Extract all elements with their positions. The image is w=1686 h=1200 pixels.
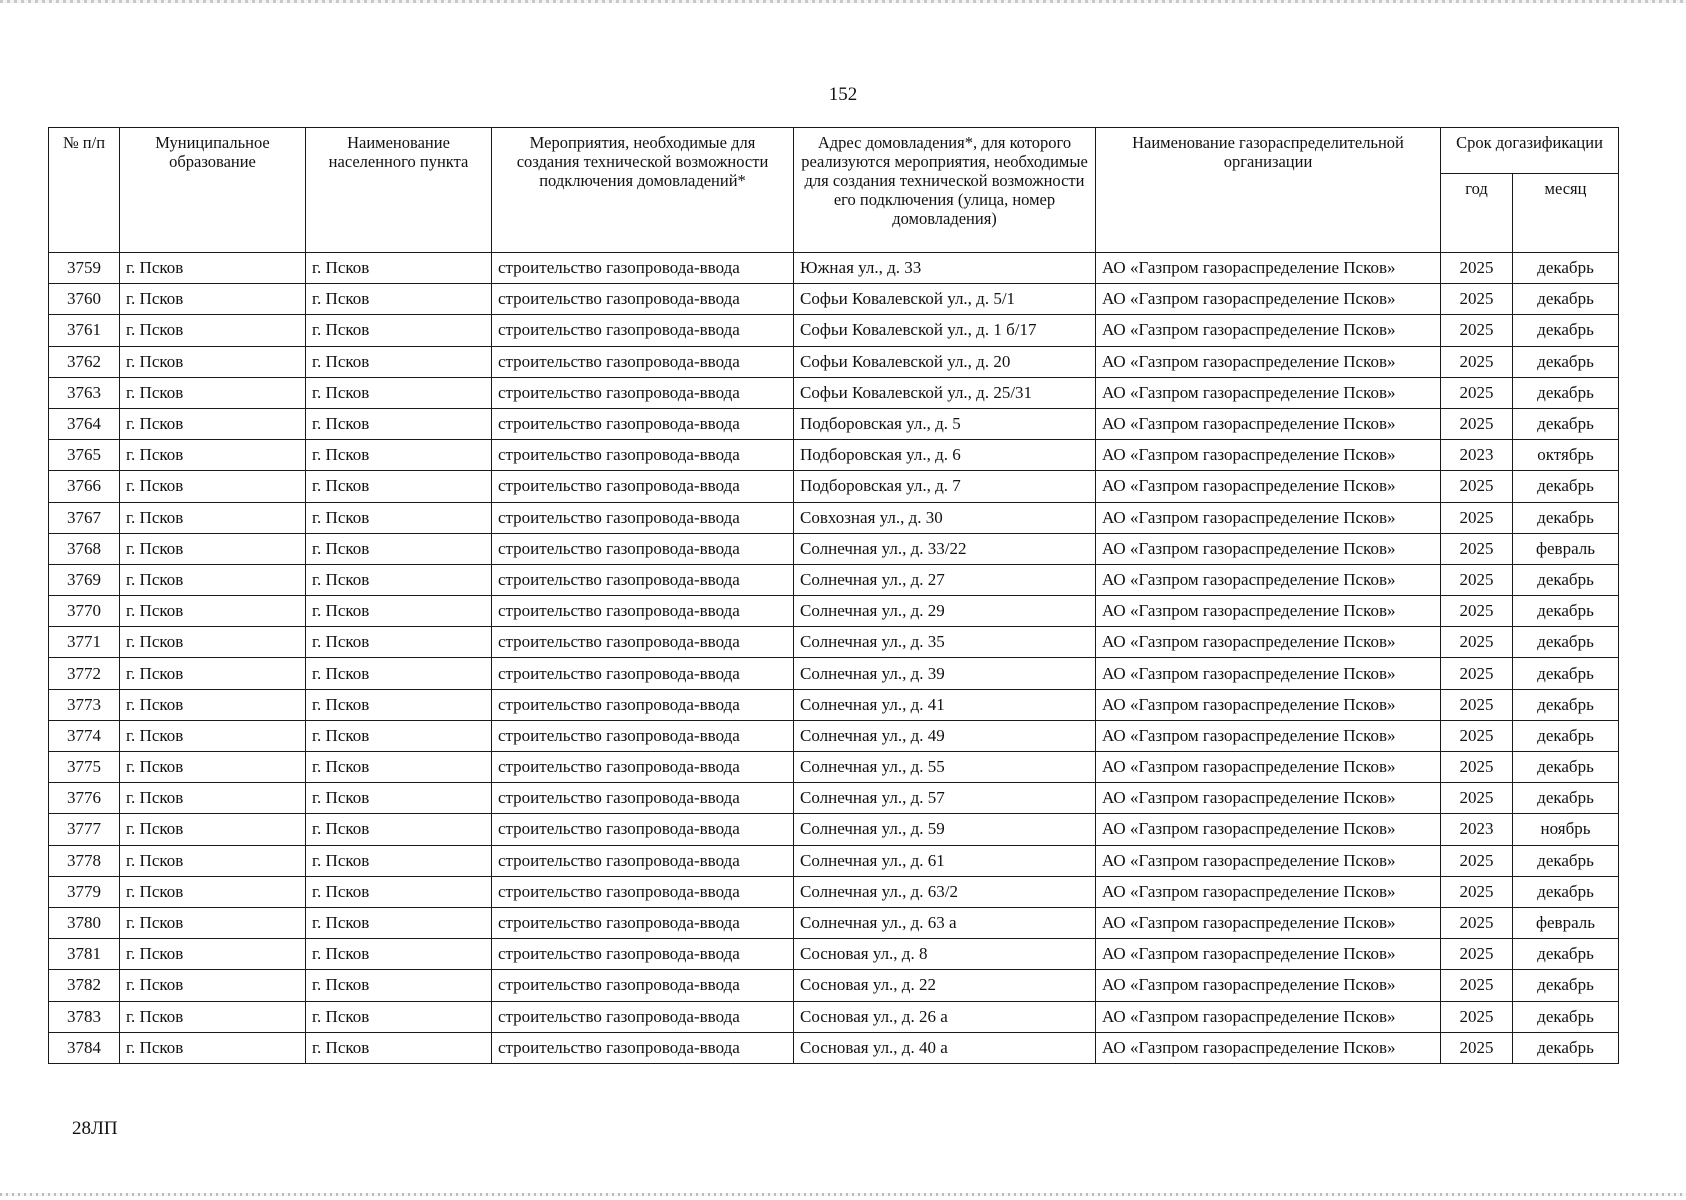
cell-municipality: г. Псков [120,783,306,814]
cell-organization: АО «Газпром газораспределение Псков» [1096,720,1441,751]
cell-measures: строительство газопровода-ввода [492,845,794,876]
cell-address: Солнечная ул., д. 41 [794,689,1096,720]
cell-municipality: г. Псков [120,253,306,284]
cell-settlement: г. Псков [306,471,492,502]
cell-settlement: г. Псков [306,845,492,876]
cell-municipality: г. Псков [120,346,306,377]
table-body [49,253,1619,1064]
cell-settlement: г. Псков [306,502,492,533]
cell-month: декабрь [1513,253,1619,284]
cell-month: декабрь [1513,689,1619,720]
cell-month: февраль [1513,533,1619,564]
cell-measures: строительство газопровода-ввода [492,408,794,439]
cell-settlement: г. Псков [306,907,492,938]
cell-address: Сосновая ул., д. 26 а [794,1001,1096,1032]
cell-num: 3765 [49,440,120,471]
cell-organization: АО «Газпром газораспределение Псков» [1096,471,1441,502]
cell-address: Солнечная ул., д. 27 [794,564,1096,595]
cell-settlement: г. Псков [306,315,492,346]
cell-organization: АО «Газпром газораспределение Псков» [1096,377,1441,408]
cell-settlement: г. Псков [306,408,492,439]
cell-year: 2025 [1441,471,1513,502]
cell-measures: строительство газопровода-ввода [492,253,794,284]
cell-num: 3760 [49,284,120,315]
cell-measures: строительство газопровода-ввода [492,564,794,595]
cell-month: декабрь [1513,783,1619,814]
cell-municipality: г. Псков [120,907,306,938]
table-row [49,408,1619,439]
cell-municipality: г. Псков [120,658,306,689]
cell-address: Солнечная ул., д. 33/22 [794,533,1096,564]
table-row [49,533,1619,564]
cell-num: 3767 [49,502,120,533]
cell-month: октябрь [1513,440,1619,471]
cell-month: декабрь [1513,346,1619,377]
cell-year: 2025 [1441,783,1513,814]
cell-municipality: г. Псков [120,845,306,876]
cell-num: 3770 [49,596,120,627]
cell-address: Солнечная ул., д. 57 [794,783,1096,814]
cell-municipality: г. Псков [120,440,306,471]
table-row [49,845,1619,876]
cell-num: 3776 [49,783,120,814]
cell-month: декабрь [1513,939,1619,970]
cell-organization: АО «Газпром газораспределение Псков» [1096,907,1441,938]
cell-settlement: г. Псков [306,1001,492,1032]
cell-measures: строительство газопровода-ввода [492,377,794,408]
table-row [49,377,1619,408]
cell-num: 3761 [49,315,120,346]
cell-municipality: г. Псков [120,471,306,502]
table-row [49,346,1619,377]
cell-num: 3759 [49,253,120,284]
cell-measures: строительство газопровода-ввода [492,689,794,720]
cell-year: 2025 [1441,907,1513,938]
cell-measures: строительство газопровода-ввода [492,440,794,471]
table-row [49,689,1619,720]
cell-settlement: г. Псков [306,377,492,408]
cell-organization: АО «Газпром газораспределение Псков» [1096,814,1441,845]
cell-measures: строительство газопровода-ввода [492,876,794,907]
cell-num: 3768 [49,533,120,564]
cell-organization: АО «Газпром газораспределение Псков» [1096,596,1441,627]
gasification-table [48,127,1619,1064]
cell-settlement: г. Псков [306,658,492,689]
header-measures: Мероприятия, необходимые для создания технической возможности подключения домовладений* [492,128,794,253]
cell-month: декабрь [1513,1032,1619,1063]
header-municipality: Муниципальное образование [120,128,306,253]
cell-settlement: г. Псков [306,720,492,751]
cell-year: 2025 [1441,876,1513,907]
cell-organization: АО «Газпром газораспределение Псков» [1096,315,1441,346]
cell-measures: строительство газопровода-ввода [492,471,794,502]
cell-address: Солнечная ул., д. 29 [794,596,1096,627]
cell-address: Подборовская ул., д. 5 [794,408,1096,439]
cell-month: декабрь [1513,502,1619,533]
cell-organization: АО «Газпром газораспределение Псков» [1096,253,1441,284]
cell-measures: строительство газопровода-ввода [492,720,794,751]
cell-settlement: г. Псков [306,596,492,627]
cell-organization: АО «Газпром газораспределение Псков» [1096,627,1441,658]
cell-month: декабрь [1513,471,1619,502]
cell-settlement: г. Псков [306,533,492,564]
cell-organization: АО «Газпром газораспределение Псков» [1096,502,1441,533]
cell-address: Сосновая ул., д. 22 [794,970,1096,1001]
cell-municipality: г. Псков [120,533,306,564]
cell-municipality: г. Псков [120,502,306,533]
cell-year: 2023 [1441,814,1513,845]
cell-address: Софьи Ковалевской ул., д. 5/1 [794,284,1096,315]
cell-num: 3777 [49,814,120,845]
table-row [49,720,1619,751]
cell-organization: АО «Газпром газораспределение Псков» [1096,845,1441,876]
cell-address: Софьи Ковалевской ул., д. 25/31 [794,377,1096,408]
cell-month: декабрь [1513,876,1619,907]
cell-measures: строительство газопровода-ввода [492,814,794,845]
cell-organization: АО «Газпром газораспределение Псков» [1096,533,1441,564]
cell-month: декабрь [1513,284,1619,315]
cell-municipality: г. Псков [120,1001,306,1032]
table-row [49,315,1619,346]
cell-month: декабрь [1513,377,1619,408]
cell-address: Южная ул., д. 33 [794,253,1096,284]
cell-num: 3781 [49,939,120,970]
cell-settlement: г. Псков [306,939,492,970]
header-deadline: Срок догазификации [1441,128,1619,174]
cell-municipality: г. Псков [120,970,306,1001]
cell-num: 3779 [49,876,120,907]
table-row [49,876,1619,907]
cell-month: декабрь [1513,845,1619,876]
cell-address: Солнечная ул., д. 59 [794,814,1096,845]
cell-settlement: г. Псков [306,814,492,845]
cell-municipality: г. Псков [120,408,306,439]
table-row [49,471,1619,502]
table-row [49,502,1619,533]
cell-organization: АО «Газпром газораспределение Псков» [1096,440,1441,471]
cell-address: Совхозная ул., д. 30 [794,502,1096,533]
cell-municipality: г. Псков [120,939,306,970]
cell-num: 3780 [49,907,120,938]
table-row [49,752,1619,783]
table-row [49,939,1619,970]
table-row [49,970,1619,1001]
table-row [49,284,1619,315]
cell-organization: АО «Газпром газораспределение Псков» [1096,408,1441,439]
cell-year: 2025 [1441,752,1513,783]
cell-year: 2025 [1441,408,1513,439]
table-row [49,658,1619,689]
cell-month: декабрь [1513,564,1619,595]
cell-measures: строительство газопровода-ввода [492,970,794,1001]
cell-settlement: г. Псков [306,440,492,471]
table-row [49,1032,1619,1063]
cell-month: декабрь [1513,408,1619,439]
cell-month: ноябрь [1513,814,1619,845]
cell-municipality: г. Псков [120,377,306,408]
table-row [49,1001,1619,1032]
table-row [49,564,1619,595]
cell-num: 3782 [49,970,120,1001]
cell-settlement: г. Псков [306,783,492,814]
cell-address: Солнечная ул., д. 63 а [794,907,1096,938]
page-number: 152 [828,84,858,105]
cell-measures: строительство газопровода-ввода [492,1001,794,1032]
cell-measures: строительство газопровода-ввода [492,284,794,315]
cell-num: 3762 [49,346,120,377]
cell-year: 2025 [1441,720,1513,751]
cell-address: Сосновая ул., д. 8 [794,939,1096,970]
cell-num: 3778 [49,845,120,876]
cell-organization: АО «Газпром газораспределение Псков» [1096,970,1441,1001]
cell-measures: строительство газопровода-ввода [492,315,794,346]
cell-measures: строительство газопровода-ввода [492,627,794,658]
cell-address: Солнечная ул., д. 55 [794,752,1096,783]
cell-year: 2025 [1441,533,1513,564]
cell-address: Солнечная ул., д. 49 [794,720,1096,751]
cell-organization: АО «Газпром газораспределение Псков» [1096,564,1441,595]
cell-year: 2025 [1441,970,1513,1001]
cell-organization: АО «Газпром газораспределение Псков» [1096,346,1441,377]
cell-settlement: г. Псков [306,253,492,284]
cell-address: Сосновая ул., д. 40 а [794,1032,1096,1063]
header-year: год [1441,174,1513,253]
cell-organization: АО «Газпром газораспределение Псков» [1096,658,1441,689]
cell-address: Софьи Ковалевской ул., д. 20 [794,346,1096,377]
cell-year: 2025 [1441,627,1513,658]
cell-address: Подборовская ул., д. 7 [794,471,1096,502]
cell-measures: строительство газопровода-ввода [492,346,794,377]
cell-settlement: г. Псков [306,970,492,1001]
cell-organization: АО «Газпром газораспределение Псков» [1096,689,1441,720]
cell-year: 2025 [1441,658,1513,689]
cell-organization: АО «Газпром газораспределение Псков» [1096,876,1441,907]
cell-address: Солнечная ул., д. 35 [794,627,1096,658]
cell-address: Подборовская ул., д. 6 [794,440,1096,471]
cell-num: 3769 [49,564,120,595]
cell-measures: строительство газопровода-ввода [492,502,794,533]
scan-edge-top [0,0,1686,3]
header-settlement: Наименование населенного пункта [306,128,492,253]
cell-organization: АО «Газпром газораспределение Псков» [1096,1032,1441,1063]
cell-settlement: г. Псков [306,346,492,377]
cell-year: 2025 [1441,939,1513,970]
footer-code: 28ЛП [72,1118,118,1139]
header-address: Адрес домовладения*, для которого реализуются мероприятия, необходимые для создания технической возможности его подключения (улица, номер домовладения) [794,128,1096,253]
cell-organization: АО «Газпром газораспределение Псков» [1096,783,1441,814]
table-row [49,814,1619,845]
cell-measures: строительство газопровода-ввода [492,1032,794,1063]
table-row [49,907,1619,938]
cell-municipality: г. Псков [120,720,306,751]
cell-address: Солнечная ул., д. 63/2 [794,876,1096,907]
cell-year: 2025 [1441,845,1513,876]
cell-municipality: г. Псков [120,876,306,907]
cell-municipality: г. Псков [120,689,306,720]
header-organization: Наименование газораспределительной организации [1096,128,1441,253]
cell-organization: АО «Газпром газораспределение Псков» [1096,939,1441,970]
cell-settlement: г. Псков [306,689,492,720]
cell-month: декабрь [1513,627,1619,658]
cell-municipality: г. Псков [120,596,306,627]
cell-municipality: г. Псков [120,752,306,783]
cell-num: 3774 [49,720,120,751]
cell-year: 2025 [1441,564,1513,595]
cell-measures: строительство газопровода-ввода [492,907,794,938]
cell-num: 3772 [49,658,120,689]
cell-year: 2025 [1441,346,1513,377]
cell-municipality: г. Псков [120,564,306,595]
cell-measures: строительство газопровода-ввода [492,658,794,689]
header-month: месяц [1513,174,1619,253]
cell-month: декабрь [1513,658,1619,689]
cell-year: 2025 [1441,1032,1513,1063]
cell-year: 2025 [1441,689,1513,720]
cell-year: 2023 [1441,440,1513,471]
cell-municipality: г. Псков [120,315,306,346]
cell-address: Софьи Ковалевской ул., д. 1 б/17 [794,315,1096,346]
table-row [49,253,1619,284]
cell-measures: строительство газопровода-ввода [492,752,794,783]
cell-organization: АО «Газпром газораспределение Псков» [1096,752,1441,783]
cell-month: декабрь [1513,720,1619,751]
cell-month: декабрь [1513,752,1619,783]
cell-settlement: г. Псков [306,876,492,907]
cell-num: 3771 [49,627,120,658]
cell-year: 2025 [1441,377,1513,408]
cell-num: 3775 [49,752,120,783]
cell-organization: АО «Газпром газораспределение Псков» [1096,284,1441,315]
cell-year: 2025 [1441,1001,1513,1032]
cell-year: 2025 [1441,315,1513,346]
table-row [49,627,1619,658]
cell-month: декабрь [1513,970,1619,1001]
cell-settlement: г. Псков [306,284,492,315]
table-header [49,128,1619,253]
cell-address: Солнечная ул., д. 39 [794,658,1096,689]
cell-month: февраль [1513,907,1619,938]
cell-month: декабрь [1513,315,1619,346]
cell-year: 2025 [1441,284,1513,315]
cell-settlement: г. Псков [306,1032,492,1063]
cell-municipality: г. Псков [120,627,306,658]
cell-year: 2025 [1441,596,1513,627]
cell-address: Солнечная ул., д. 61 [794,845,1096,876]
cell-num: 3763 [49,377,120,408]
cell-month: декабрь [1513,1001,1619,1032]
cell-settlement: г. Псков [306,752,492,783]
header-num: № п/п [49,128,120,253]
cell-measures: строительство газопровода-ввода [492,596,794,627]
cell-settlement: г. Псков [306,627,492,658]
cell-num: 3784 [49,1032,120,1063]
scan-edge-bottom [0,1193,1686,1196]
cell-year: 2025 [1441,253,1513,284]
cell-municipality: г. Псков [120,1032,306,1063]
cell-measures: строительство газопровода-ввода [492,939,794,970]
cell-organization: АО «Газпром газораспределение Псков» [1096,1001,1441,1032]
cell-settlement: г. Псков [306,564,492,595]
cell-measures: строительство газопровода-ввода [492,783,794,814]
cell-month: декабрь [1513,596,1619,627]
cell-num: 3783 [49,1001,120,1032]
cell-municipality: г. Псков [120,284,306,315]
cell-year: 2025 [1441,502,1513,533]
table-row [49,440,1619,471]
table-row [49,596,1619,627]
cell-num: 3773 [49,689,120,720]
cell-municipality: г. Псков [120,814,306,845]
cell-num: 3764 [49,408,120,439]
cell-measures: строительство газопровода-ввода [492,533,794,564]
table-row [49,783,1619,814]
cell-num: 3766 [49,471,120,502]
